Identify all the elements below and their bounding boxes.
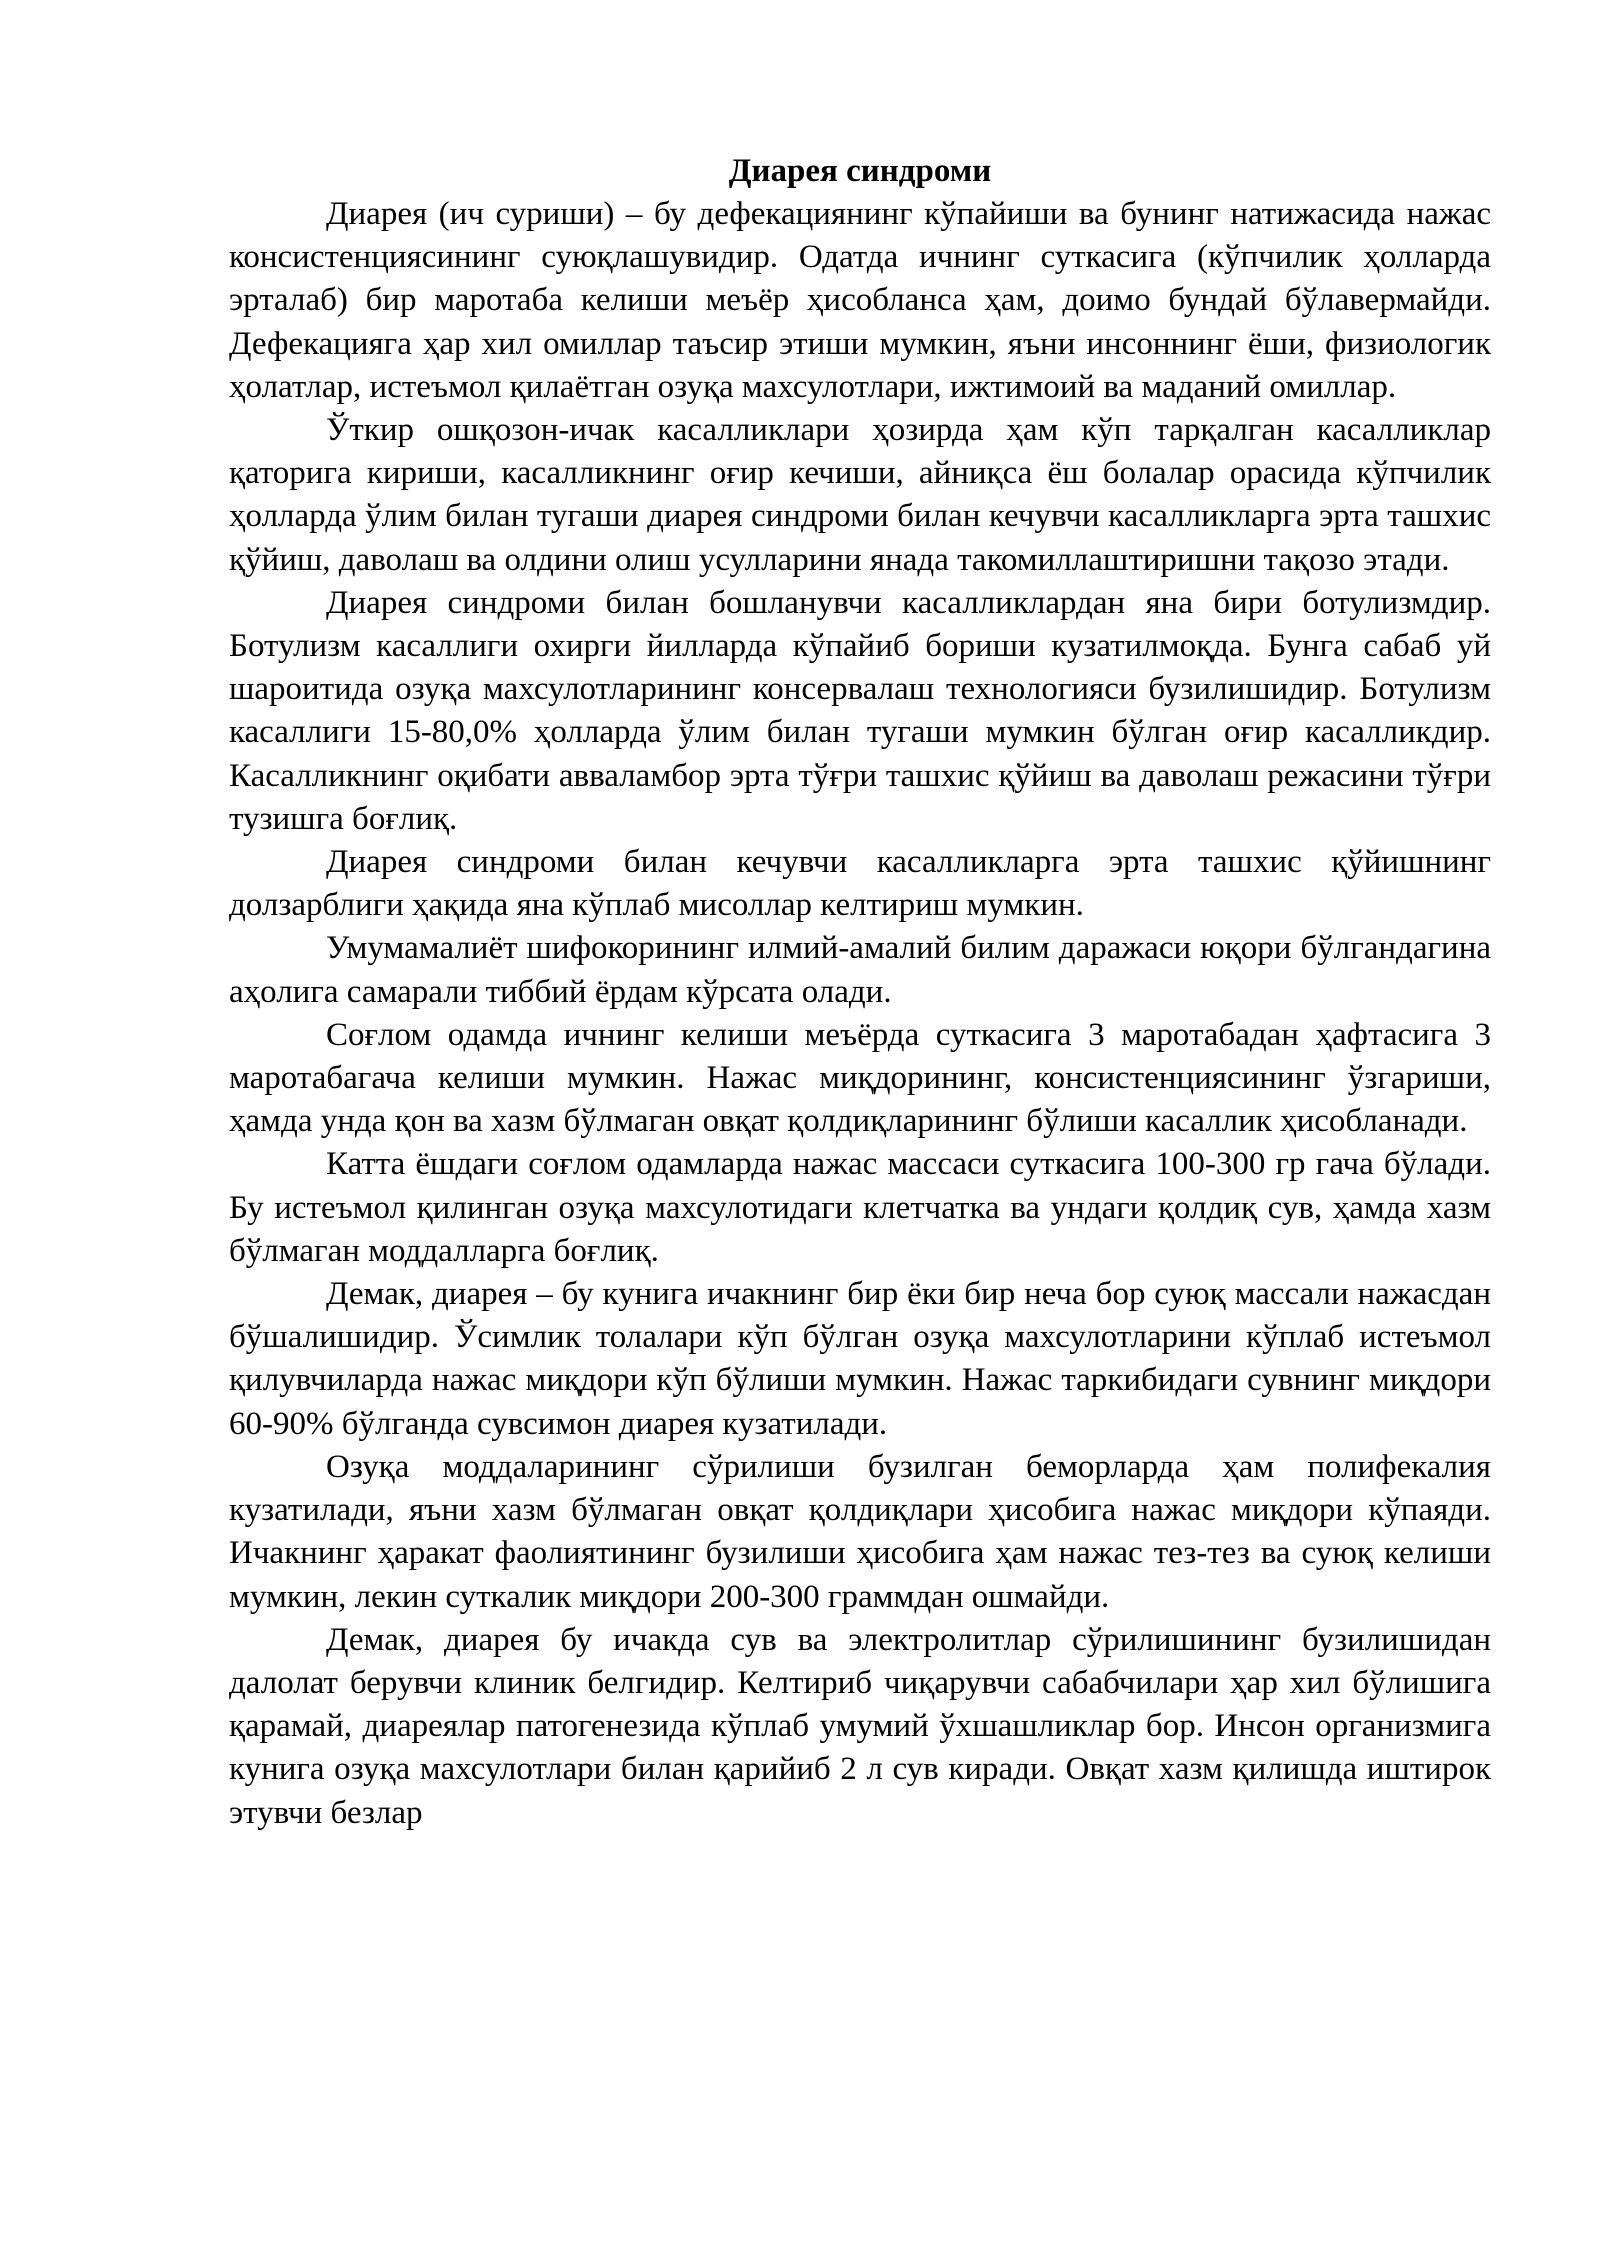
document-page xyxy=(229,150,1491,1835)
paragraph-9: Озуқа моддаларининг сўрилиши бузилган беморларда ҳам полифекалия кузатилади, яъни хазм бўлмаган овқат қолдиқлари ҳисобига нажас миқдори кўпаяди. Ичакнинг ҳаракат фаолиятининг бузилиши ҳисобига ҳам нажас тез-тез ва суюқ келиши мумкин, лекин суткалик миқдори 200-300 граммдан ошмайди. xyxy=(229,1448,1491,1615)
paragraph-3: Диарея синдроми билан бошланувчи касалликлардан яна бири ботулизмдир. Ботулизм касаллиги охирги йилларда кўпайиб бориши кузатилмоқда. Бунга сабаб уй шароитида озуқа махсулотларининг консервалаш технологияси бузилишидир. Ботулизм касаллиги 15-80,0% ҳолларда ўлим билан тугаши мумкин бўлган оғир касалликдир. Касалликнинг оқибати авваламбор эрта тўғри ташхис қўйиш ва даволаш режасини тўғри тузишга боғлиқ. xyxy=(229,584,1491,837)
document-body xyxy=(229,193,1491,1835)
paragraph-7: Катта ёшдаги соғлом одамларда нажас массаси суткасига 100-300 гр гача бўлади. Бу истеъмол қилинган озуқа махсулотидаги клетчатка ва ундаги қолдиқ сув, ҳамда хазм бўлмаган моддалларга боғлиқ. xyxy=(229,1146,1491,1269)
paragraph-2: Ўткир ошқозон-ичак касалликлари ҳозирда ҳам кўп тарқалган касалликлар қаторига кириши, касалликнинг оғир кечиши, айниқса ёш болалар орасида кўпчилик ҳолларда ўлим билан тугаши диарея синдроми билан кечувчи касалликларга эрта ташхис қўйиш, даволаш ва олдини олиш усулларини янада такомиллаштиришни тақозо этади. xyxy=(229,412,1491,578)
paragraph-8: Демак, диарея – бу кунига ичакнинг бир ёки бир неча бор суюқ массали нажасдан бўшалишидир. Ўсимлик толалари кўп бўлган озуқа махсулотларини кўплаб истеъмол қилувчиларда нажас миқдори кўп бўлиши мумкин. Нажас таркибидаги сувнинг миқдори 60-90% бўлганда сувсимон диарея кузатилади. xyxy=(229,1276,1491,1442)
paragraph-10: Демак, диарея бу ичакда сув ва электролитлар сўрилишининг бузилишидан далолат берувчи клиник белгидир. Келтириб чиқарувчи сабабчилари ҳар хил бўлишига қарамай, диареялар патогенезида кўплаб умумий ўхшашликлар бор. Инсон организмига кунига озуқа махсулотлари билан қарийиб 2 л сув киради. Овқат хазм қилишда иштирок этувчи безлар xyxy=(229,1621,1491,1831)
paragraph-4: Диарея синдроми билан кечувчи касалликларга эрта ташхис қўйишнинг долзарблиги ҳақида яна кўплаб мисоллар келтириш мумкин. xyxy=(229,844,1491,924)
paragraph-5: Умумамалиёт шифокорининг илмий-амалий билим даражаси юқори бўлгандагина аҳолига самарали тиббий ёрдам кўрсата олади. xyxy=(229,930,1491,1010)
paragraph-6: Соғлом одамда ичнинг келиши меъёрда суткасига 3 маротабадан ҳафтасига 3 маротабагача келиши мумкин. Нажас миқдорининг, консистенциясининг ўзгариши, ҳамда унда қон ва хазм бўлмаган овқат қолдиқларининг бўлиши касаллик ҳисобланади. xyxy=(229,1016,1491,1140)
paragraph-1: Диарея (ич суриши) – бу дефекациянинг кўпайиши ва бунинг натижасида нажас консистенциясининг суюқлашувидир. Одатда ичнинг суткасига (кўпчилик ҳолларда эрталаб) бир маротаба келиши меъёр ҳисобланса ҳам, доимо бундай бўлавермайди. Дефекацияга ҳар хил омиллар таъсир этиши мумкин, яъни инсоннинг ёши, физиологик ҳолатлар, истеъмол қилаётган озуқа махсулотлари, ижтимоий ва маданий омиллар. xyxy=(229,196,1491,405)
document-title: Диарея синдроми xyxy=(728,153,992,189)
